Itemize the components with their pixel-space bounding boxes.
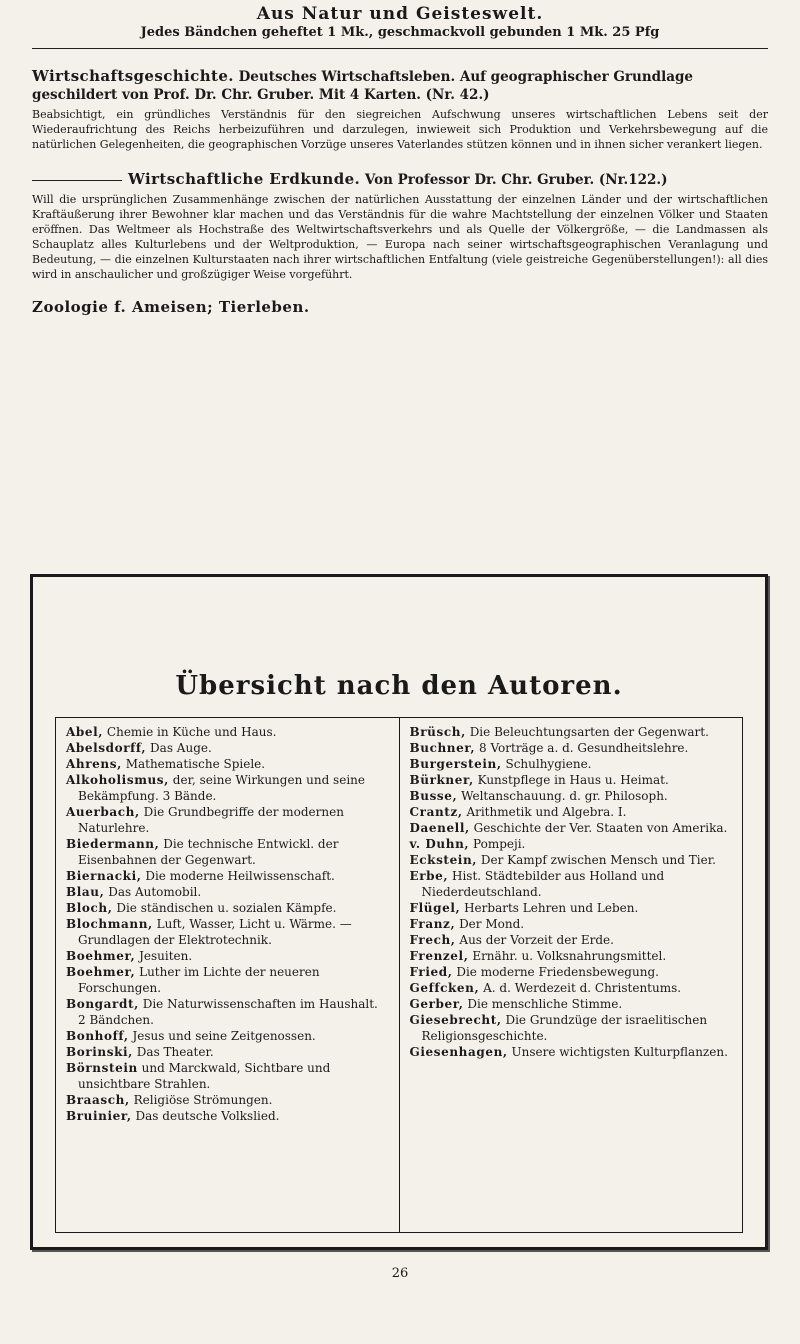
index-entry (410, 804, 733, 820)
index-entry (66, 772, 389, 804)
index-author: Daenell, (409, 821, 470, 835)
index-work: Das Automobil. (108, 885, 202, 899)
index-entry (66, 1044, 389, 1060)
index-work: Die moderne Heilwissenschaft. (145, 869, 335, 883)
index-entry (410, 772, 733, 788)
index-entry (66, 916, 389, 948)
index-work: Das Auge. (150, 741, 212, 755)
section-heading-zoologie: Zoologie f. Ameisen; Tierleben. (32, 298, 310, 316)
index-entry (410, 852, 733, 868)
index-entry (410, 980, 733, 996)
index-entry (66, 964, 389, 996)
book-entry-wirtschaftliche-erdkunde (0, 170, 800, 282)
index-entry (410, 724, 733, 740)
index-author: Alkoholismus, (66, 773, 169, 787)
index-work: Die Grundzüge der israelitischen Religionsgeschichte. (421, 1013, 708, 1043)
index-entry (410, 948, 733, 964)
index-author: Borinski, (66, 1045, 133, 1059)
index-work: Arithmetik und Algebra. I. (466, 805, 627, 819)
index-entry (410, 868, 733, 900)
index-author: Eckstein, (409, 853, 478, 867)
index-work: 8 Vorträge a. d. Gesundheitslehre. (479, 741, 689, 755)
index-work: A. d. Werdezeit d. Christentums. (483, 981, 682, 995)
index-author: Auerbach, (66, 805, 140, 819)
entry-title: Deutsches Wirtschaftsleben. Auf geographischer Grundlage geschildert von Prof. Dr. Chr. Gruber. Mit 4 Karten. (Nr. 42.) (32, 69, 694, 103)
index-author: Geffcken, (409, 981, 480, 995)
index-author: Bruinier, (66, 1109, 132, 1123)
index-entry (66, 756, 389, 772)
entry-keyword: Wirtschaftliche Erdkunde. (128, 170, 361, 188)
index-author: v. Duhn, (409, 837, 470, 851)
index-entry (410, 900, 733, 916)
entry-heading (32, 67, 768, 104)
index-entry (66, 1108, 389, 1124)
index-entry (66, 884, 389, 900)
index-entry (410, 996, 733, 1012)
index-author: Bongardt, (66, 997, 139, 1011)
index-author: Boehmer, (66, 965, 136, 979)
index-author: Abel, (66, 725, 104, 739)
index-author: Biedermann, (66, 837, 160, 851)
index-entry (66, 868, 389, 884)
index-work: Mathematische Spiele. (125, 757, 266, 771)
index-author: Ahrens, (66, 757, 122, 771)
index-work: Die Beleuchtungsarten der Gegenwart. (469, 725, 709, 739)
index-author: Blochmann, (66, 917, 153, 931)
index-entry (66, 900, 389, 916)
index-work: Luft, Wasser, Licht u. Wärme. — Grundlagen der Elektrotechnik. (78, 917, 352, 947)
index-work: Geschichte der Ver. Staaten von Amerika. (473, 821, 728, 835)
index-work: Der Kampf zwischen Mensch und Tier. (480, 853, 716, 867)
price-line: Jedes Bändchen geheftet 1 Mk., geschmackvoll gebunden 1 Mk. 25 Pfg (140, 25, 660, 40)
entry-keyword: Wirtschaftsgeschichte. (32, 67, 234, 85)
index-work: Kunstpflege in Haus u. Heimat. (477, 773, 669, 787)
index-entry (410, 836, 733, 852)
page-number: 26 (391, 1266, 409, 1281)
index-entry (66, 1092, 389, 1108)
book-entry-wirtschaftsgeschichte (0, 67, 800, 152)
index-work: Die menschliche Stimme. (467, 997, 623, 1011)
index-entry (66, 948, 389, 964)
index-work: Unsere wichtigsten Kulturpflanzen. (511, 1045, 728, 1059)
index-author: Franz, (409, 917, 456, 931)
index-author: Brüsch, (409, 725, 466, 739)
author-index-box (30, 574, 768, 1250)
index-author: Frech, (409, 933, 456, 947)
index-author: Braasch, (66, 1093, 130, 1107)
index-entry (410, 916, 733, 932)
index-entry (410, 820, 733, 836)
index-work: Schulhygiene. (505, 757, 592, 771)
index-author: Fried, (409, 965, 453, 979)
index-entry (66, 1028, 389, 1044)
index-entry (410, 964, 733, 980)
entry-title: Von Professor Dr. Chr. Gruber. (Nr.122.) (364, 172, 668, 188)
index-work: Weltanschauung. d. gr. Philosoph. (461, 789, 668, 803)
index-entry (66, 804, 389, 836)
index-entry (410, 788, 733, 804)
index-work: Hist. Städtebilder aus Holland und Niederdeutschland. (421, 869, 665, 899)
index-author: Börnstein (66, 1061, 138, 1075)
entry-heading (32, 170, 768, 189)
index-work: Jesuiten. (139, 949, 193, 963)
index-work: Die Grundbegriffe der modernen Naturlehre. (78, 805, 344, 835)
index-author: Bürkner, (409, 773, 474, 787)
index-author: Boehmer, (66, 949, 136, 963)
index-work: Das Theater. (136, 1045, 214, 1059)
index-work: Pompeji. (473, 837, 526, 851)
index-author: Giesenhagen, (409, 1045, 508, 1059)
author-index-columns (55, 717, 743, 1233)
author-index-title: Übersicht nach den Autoren. (175, 671, 623, 701)
index-author: Abelsdorff, (66, 741, 147, 755)
index-author: Frenzel, (409, 949, 469, 963)
index-entry (410, 1044, 733, 1060)
index-entry (66, 996, 389, 1028)
entry-dash-rule (32, 180, 122, 181)
index-work: Luther im Lichte der neueren Forschungen. (78, 965, 320, 995)
index-entry (410, 1012, 733, 1044)
index-author: Flügel, (409, 901, 461, 915)
index-work: Die Naturwissenschaften im Haushalt. 2 Bändchen. (78, 997, 378, 1027)
index-work: Religiöse Strömungen. (133, 1093, 273, 1107)
index-author: Bonhoff, (66, 1029, 129, 1043)
header-divider (32, 48, 768, 49)
index-entry (66, 724, 389, 740)
index-work: und Marckwald, Sichtbare und unsichtbare Strahlen. (78, 1061, 331, 1091)
index-author: Biernacki, (66, 869, 142, 883)
index-author: Erbe, (409, 869, 449, 883)
index-author: Burgerstein, (409, 757, 502, 771)
index-work: Das deutsche Volkslied. (135, 1109, 280, 1123)
index-entry (410, 740, 733, 756)
index-entry (410, 932, 733, 948)
index-work: Ernähr. u. Volksnahrungsmittel. (472, 949, 667, 963)
index-work: Jesus und seine Zeitgenossen. (132, 1029, 316, 1043)
index-work: Die ständischen u. sozialen Kämpfe. (116, 901, 337, 915)
index-work: Die technische Entwickl. der Eisenbahnen der Gegenwart. (78, 837, 339, 867)
author-index-right-column (399, 718, 743, 1232)
index-author: Giesebrecht, (409, 1013, 502, 1027)
index-author: Gerber, (409, 997, 464, 1011)
index-author: Crantz, (409, 805, 463, 819)
index-work: Chemie in Küche und Haus. (106, 725, 277, 739)
index-author: Buchner, (409, 741, 476, 755)
index-author: Busse, (409, 789, 458, 803)
index-entry (410, 756, 733, 772)
index-entry (66, 740, 389, 756)
index-work: Die moderne Friedensbewegung. (456, 965, 659, 979)
index-work: Aus der Vorzeit der Erde. (459, 933, 614, 947)
entry-description: Will die ursprünglichen Zusammenhänge zwischen der natürlichen Ausstattung der einzelnen Länder und der wirtschaftlichen Kraftäußerung ihrer Bewohner klar machen und das Verständnis für die wahre Machtstellung der einzelnen Völker und Staaten eröffnen. Das Weltmeer als Hochstraße des Weltwirtschaftsverkehrs und als Quelle der Völkergröße, — die Landmassen als Schauplatz alles Kulturlebens und der Weltproduktion, — Europa nach seiner wirtschaftsgeographischen Veranlagung und Bedeutung, — die einzelnen Kulturstaaten nach ihrer wirtschaftlichen Entfaltung (viele geistreiche Gegenüberstellungen!): all dies wird in anschaulicher und großzügiger Weise vorgeführt. (32, 193, 768, 281)
index-author: Bloch, (66, 901, 113, 915)
index-work: der, seine Wirkungen und seine Bekämpfung. 3 Bände. (78, 773, 365, 803)
series-title: Aus Natur und Geisteswelt. (256, 4, 544, 24)
entry-description: Beabsichtigt, ein gründliches Verständnis für den siegreichen Aufschwung unseres wirtschaftlichen Lebens seit der Wiederaufrichtung des Reichs herbeizuführen und darzulegen, inwieweit sich Produktion und Verkehrsbewegung auf die natürlichen Gelegenheiten, die geographischen Vorzüge unseres Vaterlandes stützen können und in ihnen sicher verankert liegen. (32, 108, 768, 151)
index-work: Herbarts Lehren und Leben. (464, 901, 639, 915)
index-entry (66, 836, 389, 868)
author-index-left-column (56, 718, 399, 1232)
index-author: Blau, (66, 885, 105, 899)
index-entry (66, 1060, 389, 1092)
index-work: Der Mond. (459, 917, 525, 931)
